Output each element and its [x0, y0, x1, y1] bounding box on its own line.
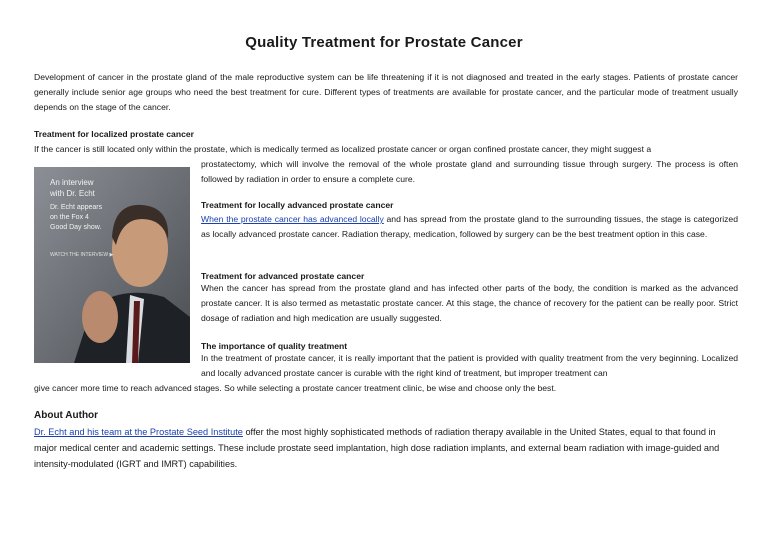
interview-photo[interactable] [34, 167, 190, 363]
watch-interview-link[interactable]: WATCH THE INTERVIEW ▶ [50, 252, 114, 258]
about-author-heading: About Author [34, 410, 99, 421]
photo-text-line: An interview [50, 178, 94, 187]
photo-text-line: on the Fox 4 [50, 214, 89, 221]
about-author-text: Dr. Echt and his team at the Prostate Seed Institute offer the most highly sophisticated methods of radiation therapy available in the United States, equal to that found in major medical center and academic settings. These include prostate seed implantation, high dose radiation implants, and external beam radiation with image-guided and intensity-modulated (IGRT and IMRT) capabilities. [34, 427, 720, 469]
advanced-heading: Treatment for advanced prostate cancer [201, 271, 365, 281]
importance-last-line: give cancer more time to reach advanced stages. So while selecting a prostate cancer treatment clinic, be wise and choose only the best. [34, 383, 557, 393]
localized-text-line1: If the cancer is still located only within the prostate, which is medically termed as localized prostate cancer or organ confined prostate cancer, they might suggest a [34, 144, 652, 154]
photo-text-line: Good Day show. [50, 224, 102, 231]
localized-text-rest: prostatectomy, which will involve the removal of the whole prostate gland and surrounding tissue through surgery. The process is often followed by radiation in order to ensure a complete cure. [201, 159, 738, 185]
author-link[interactable]: Dr. Echt and his team at the Prostate Seed Institute [34, 427, 243, 437]
intro-paragraph: Development of cancer in the prostate gland of the male reproductive system can be life threatening if it is not diagnosed and treated in the early stages. Patients of prostate cancer generally include senior age groups who need the best treatment for cure. Different types of treatments are available for prostate cancer, and the particular mode of treatment usually depends on the stage of the cancer. [34, 72, 738, 113]
photo-text-line: Dr. Echt appears [50, 204, 103, 211]
importance-text: In the treatment of prostate cancer, it is really important that the patient is provided with quality treatment from the very beginning. Localized and locally advanced prostate cancer is curable with the right kind of treatment, but improper treatment can [201, 353, 738, 379]
locally-advanced-heading: Treatment for locally advanced prostate cancer [201, 200, 394, 210]
locally-advanced-link[interactable]: When the prostate cancer has advanced locally [201, 214, 384, 224]
localized-heading: Treatment for localized prostate cancer [34, 129, 194, 139]
page-title: Quality Treatment for Prostate Cancer [245, 34, 523, 51]
photo-text-line: with Dr. Echt [50, 189, 95, 198]
importance-heading: The importance of quality treatment [201, 341, 348, 351]
locally-advanced-text: When the prostate cancer has advanced locally and has spread from the prostate gland to the surrounding tissues, the stage is categorized as locally advanced prostate cancer. Radiation therapy, medication, followed by surgery can be the best treatment option in this case. [201, 214, 738, 240]
advanced-text: When the cancer has spread from the prostate gland and has infected other parts of the body, the condition is marked as the advanced prostate cancer. It is also termed as metastatic prostate cancer. At this stage, the chance of recovery for the patient can be really poor. Strict dosage of radiation and high medication are usually suggested. [201, 283, 738, 324]
